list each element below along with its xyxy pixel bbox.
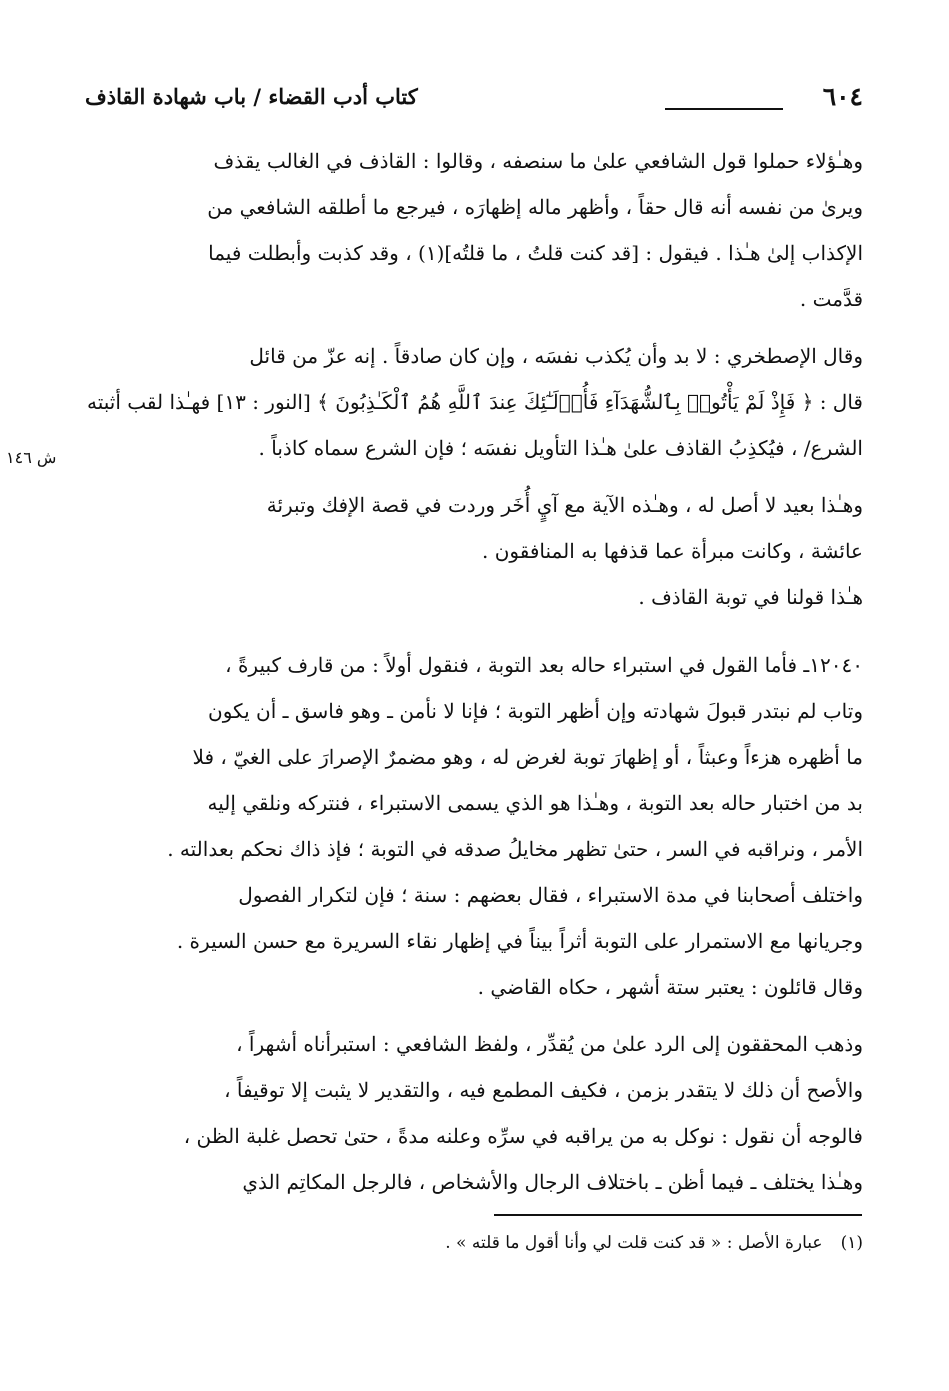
running-title: كتاب أدب القضاء / باب شهادة القاذف — [85, 84, 418, 109]
text-line: وقال الإصطخري : لا بد وأن يُكذب نفسَه ، وإن كان صادقاً . إنه عزّ من قائل — [249, 344, 863, 368]
text-line: عائشة ، وكانت مبرأة عما قذفها به المنافقون . — [482, 539, 863, 563]
text-line: الأمر ، ونراقبه في السر ، حتىٰ تظهر مخايلُ صدقه في التوبة ؛ فإذ ذاك نحكم بعدالته . — [167, 837, 863, 861]
paragraph — [81, 642, 863, 872]
paragraph — [81, 964, 863, 1010]
text-line: وهـٰذا بعيد لا أصل له ، وهـٰذه الآية مع آيٍ أُخَر وردت في قصة الإفك وتبرئة — [266, 493, 863, 517]
text-line: فالوجه أن نقول : نوكل به من يراقبه في سرِّه وعلنه مدةً ، حتىٰ تحصل غلبة الظن ، — [183, 1124, 863, 1148]
text-line: وهـٰؤلاء حملوا قول الشافعي علىٰ ما سنصفه ، وقالوا : القاذف في الغالب يقذف — [213, 149, 863, 173]
paragraph — [81, 1021, 863, 1205]
text-line: هـٰذا قولنا في توبة القاذف . — [638, 585, 863, 609]
paragraph — [81, 872, 863, 964]
text-line: وذهب المحققون إلى الرد علىٰ من يُقدِّر ، ولفظ الشافعي : استبرأناه أشهراً ، — [236, 1032, 863, 1056]
footnote-number: (١) — [840, 1233, 863, 1253]
margin-folio-note: ش ١٤٦ — [6, 448, 57, 467]
text-line: الشرع/ ، فيُكذِبُ القاذف علىٰ هـٰذا التأويل نفسَه ؛ فإن الشرع سماه كاذباً . — [258, 436, 863, 460]
text-line: قدَّمت . — [799, 287, 863, 311]
text-line: ويرىٰ من نفسه أنه قال حقاً ، وأظهر ماله إظهارَه ، فيرجع ما أطلقه الشافعي من — [207, 195, 863, 219]
text-line: وقال قائلون : يعتبر ستة أشهر ، حكاه القاضي . — [477, 975, 863, 999]
footnote-rule — [494, 1214, 862, 1216]
text-line: وهـٰذا يختلف ـ فيما أظن ـ باختلاف الرجال والأشخاص ، فالرجل المكاتِم الذي — [242, 1170, 863, 1194]
text-line: بد من اختبار حاله بعد التوبة ، وهـٰذا هو الذي يسمى الاستبراء ، فنتركه ونلقي إليه — [207, 791, 863, 815]
footnote — [445, 1233, 863, 1253]
paragraph — [81, 138, 863, 322]
header-rule — [665, 108, 783, 110]
text-line: والأصح أن ذلك لا يتقدر بزمن ، فكيف المطمع فيه ، والتقدير لا يثبت إلا توقيفاً ، — [224, 1078, 863, 1102]
text-line: الإكذاب إلىٰ هـٰذا . فيقول : [قد كنت قلتُ ، ما قلتُه](١) ، وقد كذبت وأبطلت فيما — [208, 241, 863, 265]
text-line: قال : ﴿ فَإِذْ لَمْ يَأْتُوا۟ بِٱلشُّهَدَآءِ فَأُو۟لَـٰٓئِكَ عِندَ ٱللَّهِ هُمُ ٱلْكَـٰذِبُونَ ﴾ [النور : ١٣] فهـٰذا لقب أثبته — [87, 390, 863, 414]
text-line: واختلف أصحابنا في مدة الاستبراء ، فقال بعضهم : سنة ؛ فإن لتكرار الفصول — [238, 883, 863, 907]
text-line: ما أظهره هزءاً وعبثاً ، أو إظهارَ توبة لغرض له ، وهو مضمرٌ الإصرارَ على الغيّ ، فلا — [192, 745, 863, 769]
footnote-text: عبارة الأصل : « قد كنت قلت لي وأنا أقول ما قلته » . — [445, 1233, 823, 1253]
body-text — [81, 138, 863, 1205]
paragraph — [81, 482, 863, 574]
paragraph — [81, 574, 863, 620]
text-line: ١٢٠٤٠ـ فأما القول في استبراء حاله بعد التوبة ، فنقول أولاً : من قارف كبيرةً ، — [225, 653, 863, 677]
paragraph — [81, 333, 863, 471]
page-number: ٦٠٤ — [822, 82, 863, 111]
running-header — [85, 82, 863, 118]
text-line: وجريانها مع الاستمرار على التوبة أثراً بيناً في إظهار نقاء السريرة مع حسن السيرة . — [176, 929, 863, 953]
text-line: وتاب لم نبتدر قبولَ شهادته وإن أظهر التوبة ؛ فإنا لا نأمن ـ وهو فاسق ـ أن يكون — [208, 699, 863, 723]
